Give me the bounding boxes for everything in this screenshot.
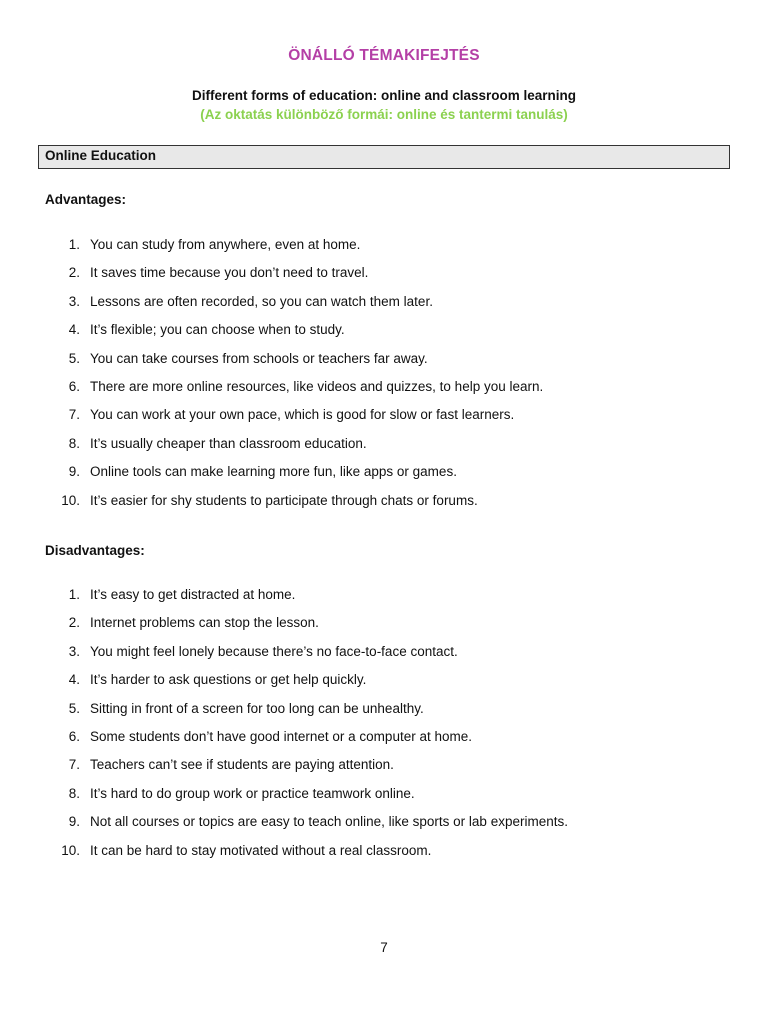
- list-item-text: It’s harder to ask questions or get help quickly.: [90, 672, 367, 688]
- list-item: [0, 293, 768, 321]
- list-item: [0, 813, 768, 841]
- list-item: [0, 321, 768, 349]
- list-item-number: 7.: [68, 757, 80, 773]
- list-item-text: It’s easy to get distracted at home.: [90, 587, 296, 602]
- list-item-text: Teachers can’t see if students are paying attention.: [90, 757, 394, 773]
- list-item-text: Lessons are often recorded, so you can watch them later.: [90, 293, 433, 309]
- list-item-text: There are more online resources, like videos and quizzes, to help you learn.: [90, 378, 544, 394]
- list-item-text: It’s flexible; you can choose when to study.: [90, 322, 345, 338]
- list-item-number: 2.: [68, 615, 80, 631]
- list-item-number: 1.: [68, 237, 80, 252]
- list-item: [0, 435, 768, 463]
- list-item: [0, 350, 768, 378]
- list-item-text: Sitting in front of a screen for too long can be unhealthy.: [90, 700, 424, 716]
- list-item-number: 4.: [68, 322, 80, 338]
- list-item-text: It’s easier for shy students to participate through chats or forums.: [90, 492, 478, 508]
- list-item-number: 6.: [68, 728, 80, 744]
- list-item-text: Online tools can make learning more fun, like apps or games.: [90, 464, 457, 480]
- list-item: [0, 728, 768, 756]
- list-item: [0, 842, 768, 870]
- list-item-number: 8.: [68, 435, 80, 451]
- list-item: [0, 378, 768, 406]
- list-item-number: 6.: [68, 378, 80, 394]
- list-item-number: 3.: [68, 293, 80, 309]
- list-item: [0, 614, 768, 642]
- list-item-text: It’s usually cheaper than classroom education.: [90, 435, 367, 451]
- list-item: [0, 700, 768, 728]
- list-item-text: You can take courses from schools or teachers far away.: [90, 350, 428, 366]
- list-item-text: Not all courses or topics are easy to teach online, like sports or lab experiments.: [90, 814, 568, 830]
- advantages-heading: Advantages:: [45, 192, 127, 207]
- list-item-text: You can study from anywhere, even at home.: [90, 237, 361, 252]
- list-item: [0, 463, 768, 491]
- section-header-online-education: Online Education: [38, 145, 730, 169]
- list-item-number: 1.: [68, 587, 80, 602]
- list-item: [0, 586, 768, 614]
- list-item: [0, 671, 768, 699]
- page-number: 7: [380, 940, 388, 955]
- topic-subtitle-hungarian: (Az oktatás különböző formái: online és tantermi tanulás): [200, 107, 568, 122]
- list-item-number: 10.: [61, 842, 80, 858]
- list-item-number: 2.: [68, 265, 80, 281]
- list-item-text: You can work at your own pace, which is good for slow or fast learners.: [90, 407, 515, 423]
- list-item: [0, 264, 768, 292]
- list-item-text: Internet problems can stop the lesson.: [90, 615, 319, 631]
- list-item-text: Some students don’t have good internet or a computer at home.: [90, 728, 472, 744]
- list-item-number: 9.: [68, 464, 80, 480]
- list-item: [0, 492, 768, 520]
- list-item: [0, 756, 768, 784]
- list-item-number: 8.: [68, 785, 80, 801]
- list-item-number: 5.: [68, 350, 80, 366]
- disadvantages-list: [0, 586, 768, 870]
- list-item-text: You might feel lonely because there’s no face-to-face contact.: [90, 643, 458, 659]
- list-item-number: 3.: [68, 643, 80, 659]
- list-item-number: 4.: [68, 672, 80, 688]
- list-item-number: 7.: [68, 407, 80, 423]
- list-item: [0, 406, 768, 434]
- list-item-text: It can be hard to stay motivated without a real classroom.: [90, 842, 432, 858]
- list-item-text: It’s hard to do group work or practice teamwork online.: [90, 785, 415, 801]
- topic-subtitle: Different forms of education: online and classroom learning: [191, 88, 577, 103]
- list-item-number: 5.: [68, 700, 80, 716]
- list-item-text: It saves time because you don’t need to travel.: [90, 265, 369, 281]
- disadvantages-heading: Disadvantages:: [45, 543, 145, 558]
- list-item: [0, 643, 768, 671]
- list-item: [0, 236, 768, 264]
- page-title: ÖNÁLLÓ TÉMAKIFEJTÉS: [288, 47, 480, 64]
- advantages-list: [0, 236, 768, 520]
- list-item: [0, 785, 768, 813]
- list-item-number: 10.: [61, 492, 80, 508]
- list-item-number: 9.: [68, 814, 80, 830]
